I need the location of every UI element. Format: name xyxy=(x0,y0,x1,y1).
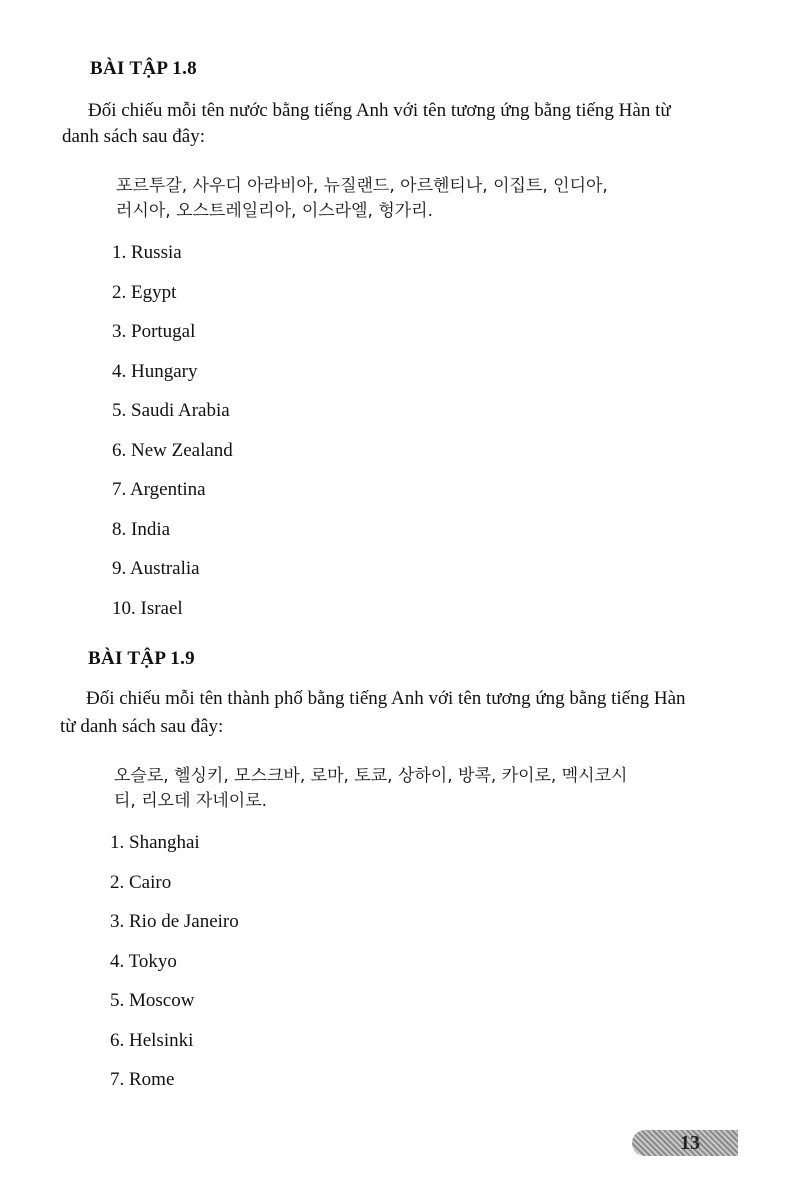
list-item: 2. Cairo xyxy=(110,871,172,893)
exercise-1-korean-line2: 러시아, 오스트레일리아, 이스라엘, 헝가리. xyxy=(116,201,434,221)
exercise-2-list xyxy=(110,832,239,1109)
exercise-1-list xyxy=(112,242,233,637)
list-item: 6. New Zealand xyxy=(112,439,233,461)
exercise-2-korean-line2: 티, 리오데 자네이로. xyxy=(114,791,267,811)
list-item: 1. Shanghai xyxy=(110,832,200,853)
list-item: 7. Argentina xyxy=(112,479,206,500)
page-number-badge xyxy=(632,1130,738,1156)
exercise-1-instruction-line1: Đối chiếu mỗi tên nước bằng tiếng Anh với tên tương ứng bằng tiếng Hàn từ xyxy=(88,100,671,121)
list-item: 4. Tokyo xyxy=(110,950,177,972)
exercise-2-korean-line1: 오슬로, 헬싱키, 모스크바, 로마, 토쿄, 상하이, 방콕, 카이로, 멕시코시 xyxy=(114,766,628,786)
list-item: 5. Saudi Arabia xyxy=(112,400,230,421)
list-item: 9. Australia xyxy=(112,558,200,579)
list-item: 1. Russia xyxy=(112,242,182,263)
list-item: 4. Hungary xyxy=(112,360,198,382)
exercise-1-title: BÀI TẬP 1.8 xyxy=(90,58,197,79)
exercise-1-instruction-line2: danh sách sau đây: xyxy=(62,126,205,147)
exercise-2-instruction-line2: từ danh sách sau đây: xyxy=(60,716,224,737)
list-item: 8. India xyxy=(112,518,171,540)
list-item: 3. Rio de Janeiro xyxy=(110,911,239,932)
page-number: 13 xyxy=(680,1131,700,1154)
list-item: 7. Rome xyxy=(110,1069,175,1090)
list-item: 6. Helsinki xyxy=(110,1029,194,1051)
exercise-2-instruction-line1: Đối chiếu mỗi tên thành phố bằng tiếng Anh với tên tương ứng bằng tiếng Hàn xyxy=(86,688,686,709)
list-item: 5. Moscow xyxy=(110,990,195,1011)
exercise-1-korean-line1: 포르투갈, 사우디 아라비아, 뉴질랜드, 아르헨티나, 이집트, 인디아, xyxy=(116,176,608,196)
list-item: 2. Egypt xyxy=(112,281,177,303)
list-item: 10. Israel xyxy=(112,597,183,619)
exercise-2-title: BÀI TẬP 1.9 xyxy=(88,648,195,669)
list-item: 3. Portugal xyxy=(112,321,196,342)
